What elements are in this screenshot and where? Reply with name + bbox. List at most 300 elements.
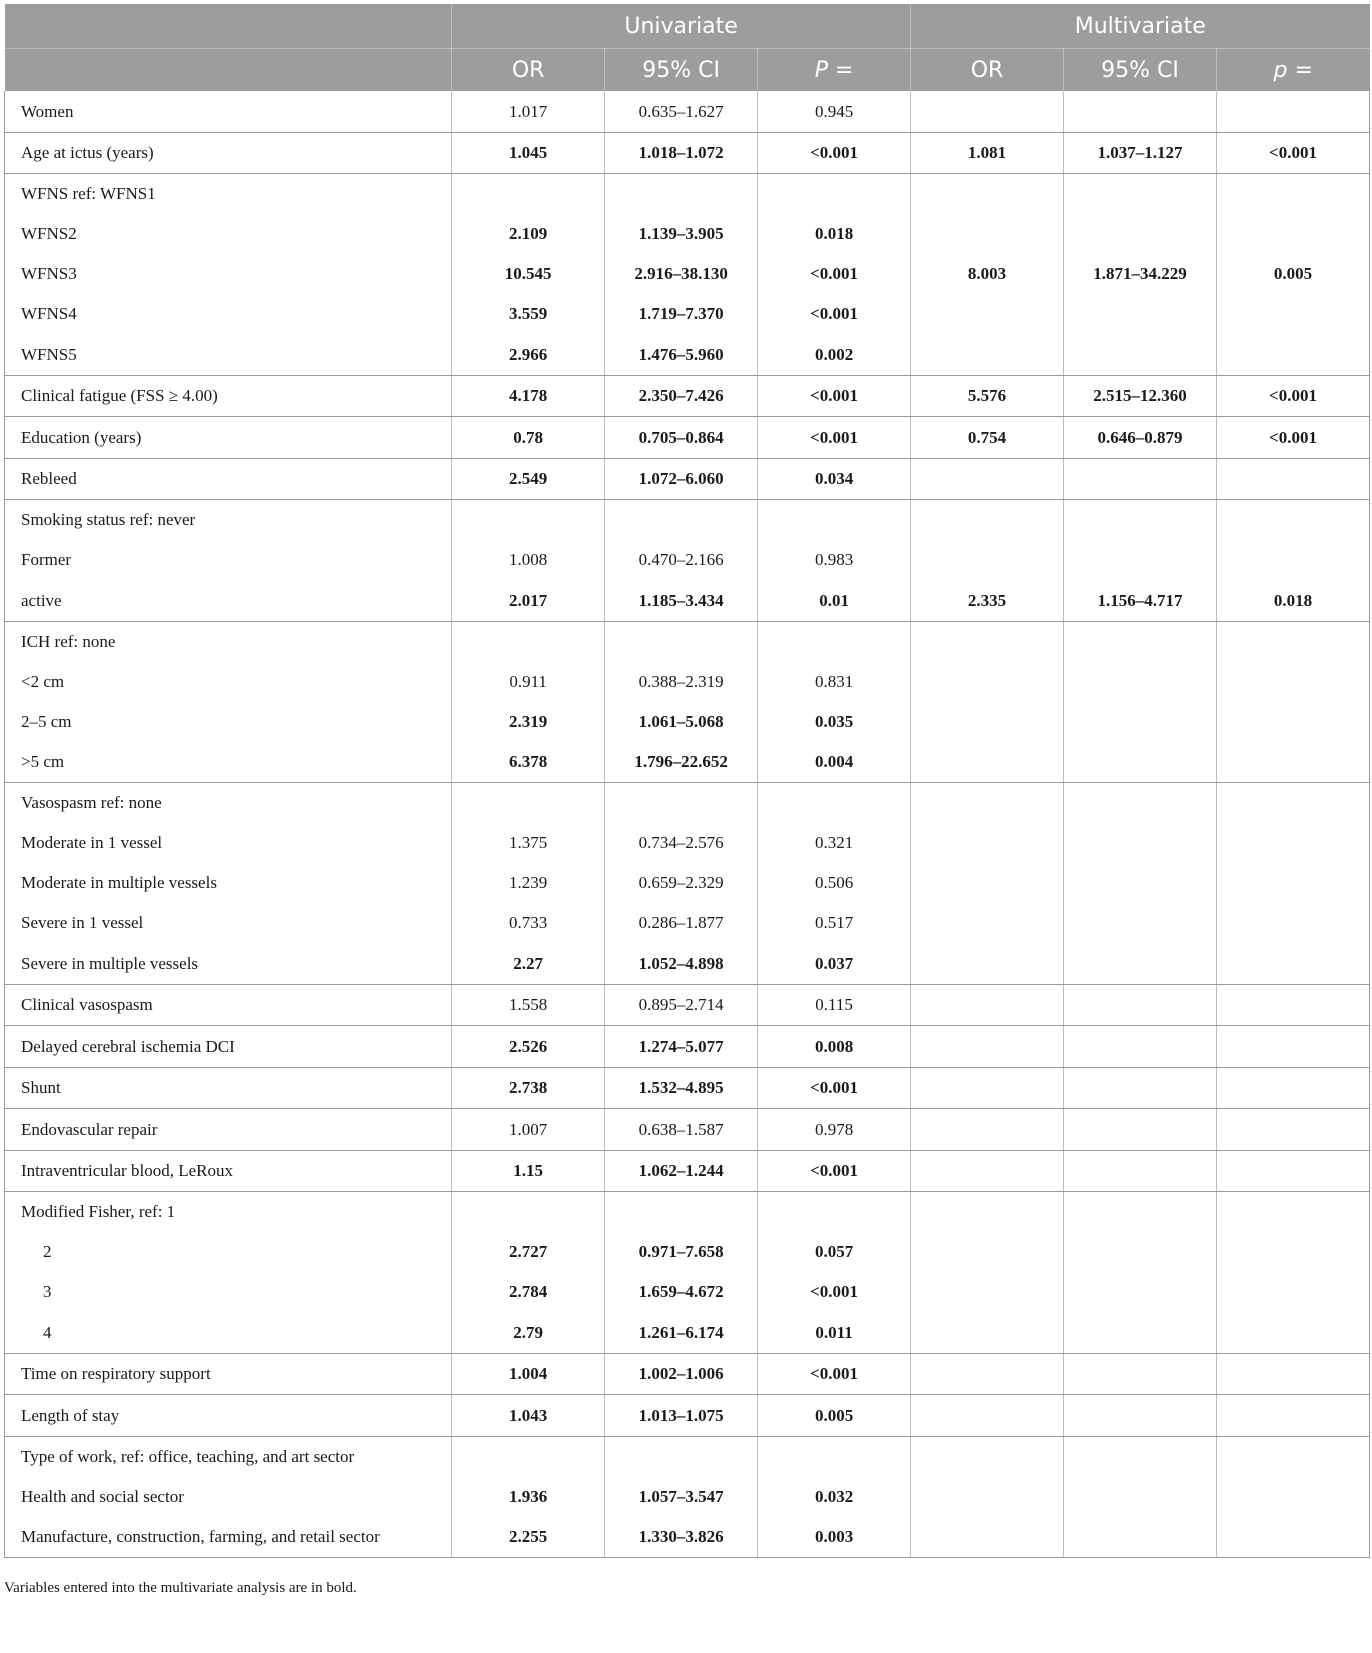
multivariate-or-cell [911,783,1064,824]
multivariate-ci-cell [1064,294,1217,334]
univariate-p-cell [758,622,911,663]
multivariate-or-header: OR [911,49,1064,92]
multivariate-ci-cell [1064,863,1217,903]
univariate-p-cell: 0.008 [758,1026,911,1068]
univariate-or-cell: 1.375 [452,823,605,863]
multivariate-ci-cell [1064,943,1217,985]
univariate-or-cell: 1.043 [452,1395,605,1437]
univariate-or-cell: 2.255 [452,1517,605,1558]
multivariate-p-cell [1216,1192,1369,1233]
univariate-or-cell: 2.79 [452,1312,605,1354]
table-row [5,943,1370,985]
univariate-ci-cell: 0.659–2.329 [605,863,758,903]
multivariate-p-cell [1216,985,1369,1026]
multivariate-p-cell: 0.018 [1216,580,1369,622]
table-row [5,662,1370,702]
univariate-p-cell: 0.945 [758,91,911,133]
variable-label-cell: Health and social sector [5,1477,452,1517]
table-row [5,500,1370,541]
multivariate-p-cell [1216,903,1369,943]
multivariate-p-cell [1216,863,1369,903]
multivariate-p-cell [1216,1026,1369,1068]
univariate-p-cell: 0.003 [758,1517,911,1558]
multivariate-ci-header: 95% CI [1064,49,1217,92]
table-row [5,540,1370,580]
univariate-ci-cell: 1.057–3.547 [605,1477,758,1517]
univariate-p-cell [758,783,911,824]
multivariate-ci-cell [1064,1477,1217,1517]
univariate-p-cell: 0.831 [758,662,911,702]
multivariate-or-cell [911,1437,1064,1478]
multivariate-or-cell [911,1354,1064,1395]
table-row [5,1151,1370,1192]
multivariate-p-cell [1216,1437,1369,1478]
univariate-or-cell: 1.017 [452,91,605,133]
multivariate-or-cell [911,540,1064,580]
multivariate-ci-cell [1064,540,1217,580]
univariate-p-cell: 0.037 [758,943,911,985]
multivariate-or-cell [911,823,1064,863]
univariate-ci-cell: 1.532–4.895 [605,1068,758,1109]
multivariate-p-cell [1216,334,1369,376]
multivariate-p-cell [1216,783,1369,824]
multivariate-p-cell: <0.001 [1216,417,1369,459]
variable-label-cell: Shunt [5,1068,452,1109]
multivariate-or-cell [911,1068,1064,1109]
regression-results-table [4,4,1370,1558]
univariate-ci-cell: 0.971–7.658 [605,1232,758,1272]
multivariate-ci-cell: 0.646–0.879 [1064,417,1217,459]
univariate-p-cell: <0.001 [758,133,911,174]
multivariate-p-cell [1216,174,1369,215]
multivariate-p-header: p = [1216,49,1369,92]
univariate-p-cell [758,500,911,541]
univariate-or-cell [452,500,605,541]
table-row [5,823,1370,863]
variable-label-cell: Type of work, ref: office, teaching, and art sector [5,1437,452,1478]
multivariate-or-cell [911,459,1064,500]
multivariate-ci-cell [1064,1272,1217,1312]
univariate-or-cell: 6.378 [452,742,605,783]
variable-label-cell: WFNS3 [5,254,452,294]
multivariate-ci-cell [1064,742,1217,783]
univariate-p-cell [758,1192,911,1233]
table-row [5,133,1370,174]
variable-label-cell: active [5,580,452,622]
univariate-or-cell: 2.727 [452,1232,605,1272]
univariate-ci-cell: 1.659–4.672 [605,1272,758,1312]
variable-label-cell: 2–5 cm [5,702,452,742]
univariate-p-cell [758,1437,911,1478]
univariate-or-cell [452,1192,605,1233]
univariate-ci-cell: 1.002–1.006 [605,1354,758,1395]
multivariate-p-cell [1216,214,1369,254]
multivariate-or-cell [911,1517,1064,1558]
table-row [5,334,1370,376]
multivariate-or-cell [911,1395,1064,1437]
univariate-or-cell: 0.78 [452,417,605,459]
table-row [5,580,1370,622]
multivariate-p-cell [1216,1354,1369,1395]
univariate-or-cell: 2.017 [452,580,605,622]
univariate-ci-cell: 0.470–2.166 [605,540,758,580]
multivariate-p-cell [1216,662,1369,702]
multivariate-ci-cell [1064,1068,1217,1109]
multivariate-p-cell [1216,1068,1369,1109]
multivariate-or-cell [911,1232,1064,1272]
univariate-or-cell: 1.007 [452,1109,605,1151]
univariate-p-cell: 0.321 [758,823,911,863]
multivariate-p-cell [1216,943,1369,985]
univariate-ci-cell: 1.274–5.077 [605,1026,758,1068]
univariate-p-cell: <0.001 [758,376,911,417]
univariate-p-cell: <0.001 [758,1068,911,1109]
multivariate-or-cell [911,742,1064,783]
table-row [5,1109,1370,1151]
multivariate-or-cell [911,1312,1064,1354]
multivariate-or-cell [911,1477,1064,1517]
table-row [5,91,1370,133]
univariate-or-cell: 1.239 [452,863,605,903]
variable-label-cell: Women [5,91,452,133]
multivariate-or-cell [911,662,1064,702]
multivariate-p-cell: <0.001 [1216,133,1369,174]
univariate-ci-cell: 1.072–6.060 [605,459,758,500]
univariate-ci-cell: 2.350–7.426 [605,376,758,417]
multivariate-ci-cell [1064,1232,1217,1272]
variable-label-cell: <2 cm [5,662,452,702]
univariate-ci-cell [605,622,758,663]
table-row [5,1437,1370,1478]
univariate-p-cell: <0.001 [758,1272,911,1312]
multivariate-p-cell: <0.001 [1216,376,1369,417]
univariate-or-cell: 2.27 [452,943,605,985]
univariate-ci-cell: 2.916–38.130 [605,254,758,294]
multivariate-or-cell: 0.754 [911,417,1064,459]
table-row [5,1354,1370,1395]
multivariate-ci-cell [1064,1109,1217,1151]
multivariate-ci-cell [1064,1354,1217,1395]
multivariate-or-cell [911,174,1064,215]
variable-label-cell: Vasospasm ref: none [5,783,452,824]
univariate-p-cell: 0.517 [758,903,911,943]
variable-label-cell: Age at ictus (years) [5,133,452,174]
table-row [5,1477,1370,1517]
table-row [5,863,1370,903]
variable-label-cell: Endovascular repair [5,1109,452,1151]
multivariate-p-cell [1216,1312,1369,1354]
multivariate-or-cell [911,1192,1064,1233]
univariate-or-cell: 0.911 [452,662,605,702]
multivariate-p-cell [1216,459,1369,500]
multivariate-or-cell [911,334,1064,376]
univariate-p-cell: 0.011 [758,1312,911,1354]
multivariate-or-cell: 5.576 [911,376,1064,417]
multivariate-ci-cell [1064,702,1217,742]
multivariate-p-cell [1216,1151,1369,1192]
univariate-ci-cell: 0.734–2.576 [605,823,758,863]
table-footnote: Variables entered into the multivariate analysis are in bold. [4,1580,357,1596]
univariate-or-cell: 2.319 [452,702,605,742]
variable-label-cell: Moderate in 1 vessel [5,823,452,863]
univariate-or-cell: 2.966 [452,334,605,376]
table-row [5,903,1370,943]
multivariate-ci-cell [1064,1192,1217,1233]
univariate-p-cell: 0.01 [758,580,911,622]
univariate-p-header: P = [758,49,911,92]
multivariate-ci-cell [1064,903,1217,943]
table-row [5,1026,1370,1068]
univariate-ci-cell: 1.719–7.370 [605,294,758,334]
table-row [5,1395,1370,1437]
variable-label-cell: WFNS4 [5,294,452,334]
univariate-p-cell: 0.983 [758,540,911,580]
univariate-p-cell: <0.001 [758,1354,911,1395]
multivariate-p-cell [1216,540,1369,580]
multivariate-p-cell [1216,500,1369,541]
table-row [5,1192,1370,1233]
multivariate-ci-cell [1064,1437,1217,1478]
univariate-ci-cell: 0.705–0.864 [605,417,758,459]
multivariate-ci-cell [1064,985,1217,1026]
variable-label-cell: Clinical vasospasm [5,985,452,1026]
univariate-ci-cell: 0.286–1.877 [605,903,758,943]
multivariate-p-cell [1216,1109,1369,1151]
univariate-ci-cell: 1.330–3.826 [605,1517,758,1558]
univariate-p-cell: 0.005 [758,1395,911,1437]
univariate-p-cell: 0.115 [758,985,911,1026]
univariate-p-cell: <0.001 [758,1151,911,1192]
table-row [5,622,1370,663]
univariate-ci-cell [605,500,758,541]
univariate-ci-cell [605,1437,758,1478]
multivariate-p-cell [1216,294,1369,334]
univariate-ci-cell: 0.895–2.714 [605,985,758,1026]
table-row [5,1272,1370,1312]
table-row [5,214,1370,254]
multivariate-p-cell [1216,1272,1369,1312]
multivariate-ci-cell [1064,214,1217,254]
univariate-or-cell: 0.733 [452,903,605,943]
table-row [5,1517,1370,1558]
multivariate-p-cell [1216,1477,1369,1517]
table-body [5,91,1370,1558]
multivariate-ci-cell [1064,662,1217,702]
results-table-container [4,4,1370,1558]
univariate-p-cell: 0.004 [758,742,911,783]
multivariate-or-cell [911,1272,1064,1312]
multivariate-ci-cell [1064,174,1217,215]
header-variable-cell [5,49,452,92]
multivariate-ci-cell [1064,1026,1217,1068]
univariate-p-cell: <0.001 [758,417,911,459]
multivariate-ci-cell [1064,1517,1217,1558]
univariate-or-cell: 2.784 [452,1272,605,1312]
multivariate-group-header: Multivariate [911,4,1370,49]
variable-label-cell: Moderate in multiple vessels [5,863,452,903]
multivariate-or-cell [911,903,1064,943]
multivariate-or-cell [911,985,1064,1026]
univariate-ci-cell: 1.261–6.174 [605,1312,758,1354]
variable-label-cell: ICH ref: none [5,622,452,663]
multivariate-p-cell [1216,1395,1369,1437]
multivariate-or-cell [911,294,1064,334]
univariate-ci-cell: 1.139–3.905 [605,214,758,254]
univariate-ci-cell: 1.796–22.652 [605,742,758,783]
multivariate-ci-cell: 1.871–34.229 [1064,254,1217,294]
multivariate-ci-cell: 1.037–1.127 [1064,133,1217,174]
multivariate-or-cell: 2.335 [911,580,1064,622]
table-row [5,376,1370,417]
multivariate-or-cell [911,1026,1064,1068]
multivariate-ci-cell: 2.515–12.360 [1064,376,1217,417]
variable-label-cell: Intraventricular blood, LeRoux [5,1151,452,1192]
univariate-p-cell [758,174,911,215]
univariate-p-cell: 0.978 [758,1109,911,1151]
univariate-or-cell: 1.15 [452,1151,605,1192]
multivariate-ci-cell [1064,622,1217,663]
header-blank-cell [5,4,452,49]
univariate-p-cell: 0.035 [758,702,911,742]
multivariate-ci-cell [1064,91,1217,133]
univariate-ci-cell: 0.638–1.587 [605,1109,758,1151]
variable-label-cell: 2 [5,1232,452,1272]
variable-label-cell: Former [5,540,452,580]
table-row [5,742,1370,783]
univariate-or-cell [452,1437,605,1478]
univariate-ci-cell: 1.476–5.960 [605,334,758,376]
variable-label-cell: Manufacture, construction, farming, and retail sector [5,1517,452,1558]
univariate-p-cell: 0.057 [758,1232,911,1272]
multivariate-ci-cell [1064,1395,1217,1437]
table-row [5,702,1370,742]
variable-label-cell: WFNS2 [5,214,452,254]
multivariate-ci-cell [1064,1312,1217,1354]
variable-label-cell: Severe in 1 vessel [5,903,452,943]
multivariate-or-cell [911,91,1064,133]
univariate-ci-cell [605,1192,758,1233]
multivariate-p-cell [1216,702,1369,742]
multivariate-ci-cell [1064,1151,1217,1192]
multivariate-or-cell [911,1109,1064,1151]
table-row [5,1232,1370,1272]
multivariate-ci-cell: 1.156–4.717 [1064,580,1217,622]
variable-label-cell: 4 [5,1312,452,1354]
univariate-or-cell [452,622,605,663]
multivariate-ci-cell [1064,500,1217,541]
univariate-or-cell: 4.178 [452,376,605,417]
univariate-ci-cell [605,783,758,824]
multivariate-ci-cell [1064,459,1217,500]
univariate-or-cell: 1.008 [452,540,605,580]
univariate-ci-cell [605,174,758,215]
multivariate-or-cell [911,214,1064,254]
table-row [5,254,1370,294]
multivariate-or-cell [911,1151,1064,1192]
multivariate-or-cell: 8.003 [911,254,1064,294]
univariate-p-cell: 0.002 [758,334,911,376]
univariate-p-cell: 0.032 [758,1477,911,1517]
univariate-ci-cell: 1.052–4.898 [605,943,758,985]
univariate-p-cell: 0.018 [758,214,911,254]
variable-label-cell: Smoking status ref: never [5,500,452,541]
univariate-or-cell: 1.004 [452,1354,605,1395]
multivariate-p-cell [1216,622,1369,663]
multivariate-p-cell [1216,1232,1369,1272]
variable-label-cell: Clinical fatigue (FSS ≥ 4.00) [5,376,452,417]
multivariate-or-cell [911,622,1064,663]
univariate-or-cell: 10.545 [452,254,605,294]
multivariate-p-cell [1216,823,1369,863]
multivariate-p-cell: 0.005 [1216,254,1369,294]
variable-label-cell: Severe in multiple vessels [5,943,452,985]
table-row [5,294,1370,334]
univariate-or-cell: 1.045 [452,133,605,174]
multivariate-ci-cell [1064,334,1217,376]
variable-label-cell: >5 cm [5,742,452,783]
column-header-row [5,49,1370,92]
univariate-p-cell: <0.001 [758,254,911,294]
table-row [5,1312,1370,1354]
univariate-p-cell: <0.001 [758,294,911,334]
multivariate-p-cell [1216,91,1369,133]
multivariate-ci-cell [1064,783,1217,824]
variable-label-cell: Length of stay [5,1395,452,1437]
univariate-ci-cell: 1.062–1.244 [605,1151,758,1192]
variable-label-cell: Modified Fisher, ref: 1 [5,1192,452,1233]
univariate-or-cell [452,174,605,215]
table-row [5,783,1370,824]
variable-label-cell: WFNS5 [5,334,452,376]
multivariate-ci-cell [1064,823,1217,863]
multivariate-or-cell [911,702,1064,742]
univariate-or-cell: 2.109 [452,214,605,254]
variable-label-cell: Time on respiratory support [5,1354,452,1395]
multivariate-or-cell: 1.081 [911,133,1064,174]
variable-label-cell: 3 [5,1272,452,1312]
table-header [5,4,1370,91]
univariate-or-cell: 2.738 [452,1068,605,1109]
univariate-p-cell: 0.506 [758,863,911,903]
univariate-ci-cell: 1.061–5.068 [605,702,758,742]
variable-label-cell: Delayed cerebral ischemia DCI [5,1026,452,1068]
group-header-row [5,4,1370,49]
table-row [5,417,1370,459]
multivariate-or-cell [911,863,1064,903]
multivariate-or-cell [911,943,1064,985]
univariate-ci-cell: 0.635–1.627 [605,91,758,133]
multivariate-p-cell [1216,742,1369,783]
univariate-or-header: OR [452,49,605,92]
univariate-or-cell: 1.936 [452,1477,605,1517]
univariate-or-cell: 1.558 [452,985,605,1026]
univariate-p-cell: 0.034 [758,459,911,500]
univariate-group-header: Univariate [452,4,911,49]
univariate-ci-header: 95% CI [605,49,758,92]
variable-label-cell: Rebleed [5,459,452,500]
table-row [5,459,1370,500]
variable-label-cell: WFNS ref: WFNS1 [5,174,452,215]
univariate-ci-cell: 1.013–1.075 [605,1395,758,1437]
univariate-ci-cell: 1.185–3.434 [605,580,758,622]
univariate-ci-cell: 1.018–1.072 [605,133,758,174]
table-row [5,985,1370,1026]
multivariate-p-cell [1216,1517,1369,1558]
variable-label-cell: Education (years) [5,417,452,459]
univariate-or-cell: 2.526 [452,1026,605,1068]
univariate-or-cell: 3.559 [452,294,605,334]
univariate-or-cell: 2.549 [452,459,605,500]
